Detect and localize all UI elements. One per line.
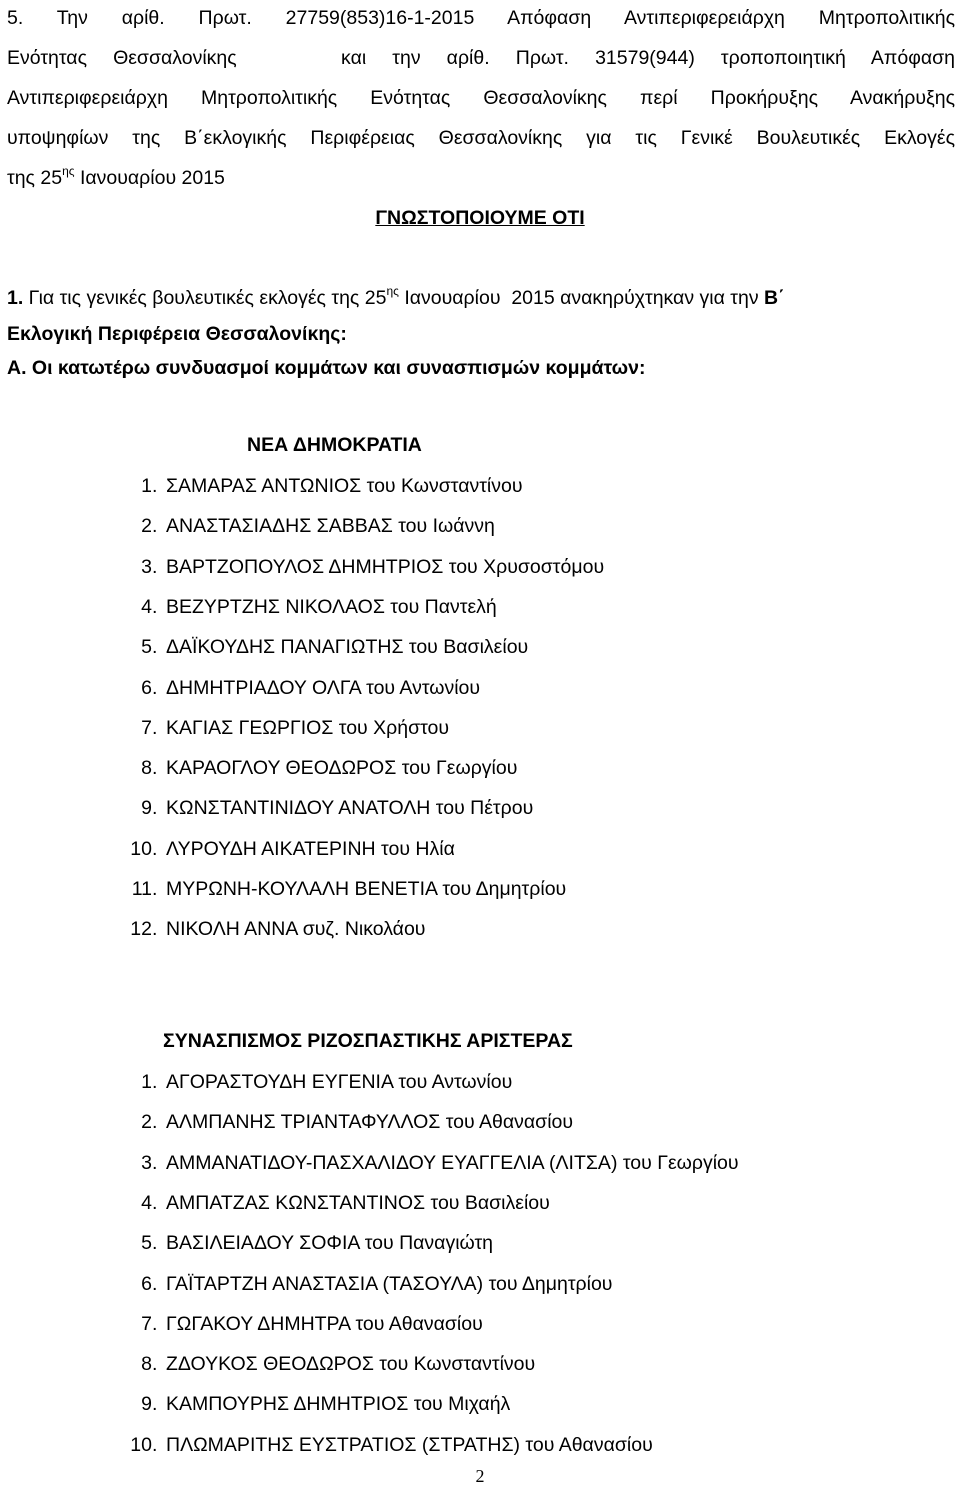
candidate-name: ΒΑΡΤΖΟΠΟΥΛΟΣ ΔΗΜΗΤΡΙΟΣ του Χρυσοστόμου bbox=[166, 555, 605, 578]
party-1-name: ΝΕΑ ΔΗΜΟΚΡΑΤΙΑ bbox=[247, 434, 422, 456]
candidate-number-dot: . bbox=[152, 757, 158, 780]
party-2-name: ΣΥΝΑΣΠΙΣΜΟΣ ΡΙΖΟΣΠΑΣΤΙΚΗΣ ΑΡΙΣΤΕΡΑΣ bbox=[163, 1030, 573, 1052]
candidate-name: ΓΩΓΑΚΟΥ ΔΗΜΗΤΡΑ του Αθανασίου bbox=[166, 1312, 483, 1335]
candidate-name: ΑΜΠΑΤΖΑΣ ΚΩΝΣΤΑΝΤΙΝΟΣ του Βασιλείου bbox=[166, 1191, 550, 1214]
candidate-row bbox=[122, 555, 604, 579]
candidate-name: ΔΗΜΗΤΡΙΑΔΟΥ ΟΛΓΑ του Αντωνίου bbox=[166, 676, 481, 699]
intro-line-5 bbox=[7, 166, 955, 190]
candidate-number-dot: . bbox=[152, 716, 158, 739]
section-1-line-2: Εκλογική Περιφέρεια Θεσσαλονίκης: bbox=[7, 323, 347, 345]
intro-line-4: υποψηφίων της Β΄εκλογικής Περιφέρειας Θεσσαλονίκης για τις Γενικέ Βουλευτικές Εκλογές bbox=[7, 127, 955, 149]
candidate-number: 11 bbox=[131, 878, 152, 900]
candidate-name: ΑΝΑΣΤΑΣΙΑΔΗΣ ΣΑΒΒΑΣ του Ιωάννη bbox=[166, 515, 495, 538]
section-1-sub-a: Α. Οι κατωτέρω συνδυασμοί κομμάτων και συνασπισμών κομμάτων: bbox=[7, 357, 646, 379]
candidate-number: 5 bbox=[141, 636, 152, 659]
candidate-number: 1 bbox=[141, 475, 152, 497]
candidate-number-dot: . bbox=[152, 1272, 158, 1295]
announcement-heading: ΓΝΩΣΤΟΠΟΙΟΥΜΕ ΟΤΙ bbox=[375, 207, 585, 229]
candidate-number-dot: . bbox=[152, 1312, 158, 1335]
candidate-number-dot: . bbox=[152, 797, 158, 820]
candidate-name: ΜΥΡΩΝΗ-ΚΟΥΛΑΛΗ ΒΕΝΕΤΙΑ του Δημητρίου bbox=[166, 878, 567, 900]
candidate-name: ΚΑΡΑΟΓΛΟΥ ΘΕΟΔΩΡΟΣ του Γεωργίου bbox=[166, 757, 518, 780]
candidate-row bbox=[122, 1392, 510, 1416]
candidate-row bbox=[122, 1191, 550, 1215]
intro-line-5-post: Ιανουαρίου 2015 bbox=[74, 167, 225, 189]
candidate-row bbox=[122, 1272, 612, 1296]
candidate-name: ΝΙΚΟΛΗ ΑΝΝΑ συζ. Νικολάου bbox=[166, 918, 426, 941]
candidate-row bbox=[122, 837, 455, 861]
candidate-number: 5 bbox=[141, 1232, 152, 1255]
candidate-name: ΚΑΓΙΑΣ ΓΕΩΡΓΙΟΣ του Χρήστου bbox=[166, 716, 450, 739]
candidate-row bbox=[122, 595, 497, 619]
candidate-number-dot: . bbox=[152, 1151, 158, 1174]
candidate-row bbox=[122, 1110, 573, 1134]
intro-line-3: Αντιπεριφερειάρχη Μητροπολιτικής Ενότητας Θεσσαλονίκης περί Προκήρυξης Ανακήρυξης bbox=[7, 87, 955, 109]
candidate-name: ΑΓΟΡΑΣΤΟΥΔΗ ΕΥΓΕΝΙΑ του Αντωνίου bbox=[166, 1071, 513, 1093]
candidate-name: ΛΥΡΟΥΔΗ ΑΙΚΑΤΕΡΙΝΗ του Ηλία bbox=[166, 837, 455, 860]
candidate-number: 1 bbox=[141, 1071, 152, 1093]
candidate-name: ΒΕΖΥΡΤΖΗΣ ΝΙΚΟΛΑΟΣ του Παντελή bbox=[166, 595, 497, 618]
candidate-row bbox=[122, 796, 533, 820]
section-1-text-pre: Για τις γενικές βουλευτικές εκλογές της 25 bbox=[23, 287, 387, 309]
candidate-number: 9 bbox=[141, 1393, 152, 1416]
section-1-number: 1. bbox=[7, 287, 24, 309]
candidate-number: 7 bbox=[141, 716, 152, 739]
candidate-number: 6 bbox=[141, 1272, 152, 1295]
section-1-text-post: Ιανουαρίου 2015 ανακηρύχτηκαν για την bbox=[398, 287, 764, 309]
candidate-number-dot: . bbox=[152, 878, 158, 900]
candidate-number: 3 bbox=[141, 1151, 152, 1174]
intro-line-5-sup: ης bbox=[62, 164, 75, 178]
candidate-row bbox=[122, 716, 449, 740]
intro-line-1: 5. Την αρίθ. Πρωτ. 27759(853)16-1-2015 Απόφαση Αντιπεριφερειάρχη Μητροπολιτικής bbox=[7, 7, 955, 29]
section-1-line-1 bbox=[7, 286, 785, 310]
candidate-number-dot: . bbox=[152, 1191, 158, 1214]
candidate-number: 2 bbox=[141, 1111, 152, 1134]
candidate-number: 6 bbox=[141, 676, 152, 699]
candidate-row bbox=[122, 756, 517, 780]
page-number: 2 bbox=[475, 1466, 485, 1486]
intro-line-2-text: Ενότητας Θεσσαλονίκης και την αρίθ. Πρωτ. 31579(944) τροποποιητική Απόφαση bbox=[7, 47, 955, 69]
candidate-number-dot: . bbox=[152, 1071, 158, 1093]
candidate-name: ΚΩΝΣΤΑΝΤΙΝΙΔΟΥ ΑΝΑΤΟΛΗ του Πέτρου bbox=[166, 797, 534, 820]
candidate-row bbox=[122, 917, 425, 941]
candidate-number: 8 bbox=[141, 757, 152, 780]
candidate-row bbox=[122, 514, 495, 538]
candidate-row bbox=[122, 1352, 535, 1376]
candidate-number: 3 bbox=[141, 555, 152, 578]
candidate-row bbox=[122, 676, 480, 700]
candidate-number-dot: . bbox=[152, 837, 158, 860]
candidate-number: 10 bbox=[130, 837, 152, 860]
candidate-row bbox=[122, 1231, 493, 1255]
section-1-sup: ης bbox=[386, 284, 399, 298]
candidate-number-dot: . bbox=[152, 1433, 158, 1456]
candidate-row bbox=[122, 635, 528, 659]
candidate-row bbox=[122, 1433, 653, 1457]
candidate-number: 4 bbox=[141, 1191, 152, 1214]
candidate-number: 4 bbox=[141, 595, 152, 618]
candidate-number: 10 bbox=[130, 1433, 152, 1456]
candidate-number: 9 bbox=[141, 797, 152, 820]
candidate-name: ΖΔΟΥΚΟΣ ΘΕΟΔΩΡΟΣ του Κωνσταντίνου bbox=[166, 1353, 536, 1376]
candidate-name: ΣΑΜΑΡΑΣ ΑΝΤΩΝΙΟΣ του Κωνσταντίνου bbox=[166, 475, 523, 497]
intro-line-2 bbox=[7, 46, 955, 70]
candidate-row bbox=[122, 1312, 483, 1336]
candidate-number: 2 bbox=[141, 515, 152, 538]
candidate-row bbox=[122, 474, 523, 498]
candidate-name: ΚΑΜΠΟΥΡΗΣ ΔΗΜΗΤΡΙΟΣ του Μιχαήλ bbox=[166, 1393, 511, 1416]
candidate-number-dot: . bbox=[152, 555, 158, 578]
candidate-number-dot: . bbox=[152, 475, 158, 497]
candidate-name: ΠΛΩΜΑΡΙΤΗΣ ΕΥΣΤΡΑΤΙΟΣ (ΣΤΡΑΤΗΣ) του Αθανασίου bbox=[166, 1433, 653, 1456]
intro-line-5-pre: της 25 bbox=[7, 167, 63, 189]
candidate-row bbox=[122, 1070, 512, 1094]
candidate-number: 7 bbox=[141, 1312, 152, 1335]
section-1-region-letter: Β΄ bbox=[764, 287, 785, 309]
candidate-name: ΑΛΜΠΑΝΗΣ ΤΡΙΑΝΤΑΦΥΛΛΟΣ του Αθανασίου bbox=[166, 1111, 574, 1134]
candidate-name: ΑΜΜΑΝΑΤΙΔΟΥ-ΠΑΣΧΑΛΙΔΟΥ ΕΥΑΓΓΕΛΙΑ (ΛΙΤΣΑ) του Γεωργίου bbox=[166, 1151, 739, 1174]
candidate-number-dot: . bbox=[152, 676, 158, 699]
candidate-row bbox=[122, 877, 566, 901]
candidate-name: ΒΑΣΙΛΕΙΑΔΟΥ ΣΟΦΙΑ του Παναγιώτη bbox=[166, 1232, 494, 1255]
candidate-number-dot: . bbox=[152, 1393, 158, 1416]
candidate-number-dot: . bbox=[152, 918, 158, 941]
candidate-number-dot: . bbox=[152, 1111, 158, 1134]
candidate-number: 12 bbox=[130, 918, 152, 941]
candidate-number: 8 bbox=[141, 1353, 152, 1376]
candidate-number-dot: . bbox=[152, 1353, 158, 1376]
candidate-name: ΔΑΪΚΟΥΔΗΣ ΠΑΝΑΓΙΩΤΗΣ του Βασιλείου bbox=[166, 636, 529, 659]
candidate-number-dot: . bbox=[152, 595, 158, 618]
candidate-row bbox=[122, 1151, 739, 1175]
candidate-number-dot: . bbox=[152, 636, 158, 659]
candidate-name: ΓΑΪΤΑΡΤΖΗ ΑΝΑΣΤΑΣΙΑ (ΤΑΣΟΥΛΑ) του Δημητρίου bbox=[166, 1272, 613, 1295]
candidate-number-dot: . bbox=[152, 515, 158, 538]
candidate-number-dot: . bbox=[152, 1232, 158, 1255]
